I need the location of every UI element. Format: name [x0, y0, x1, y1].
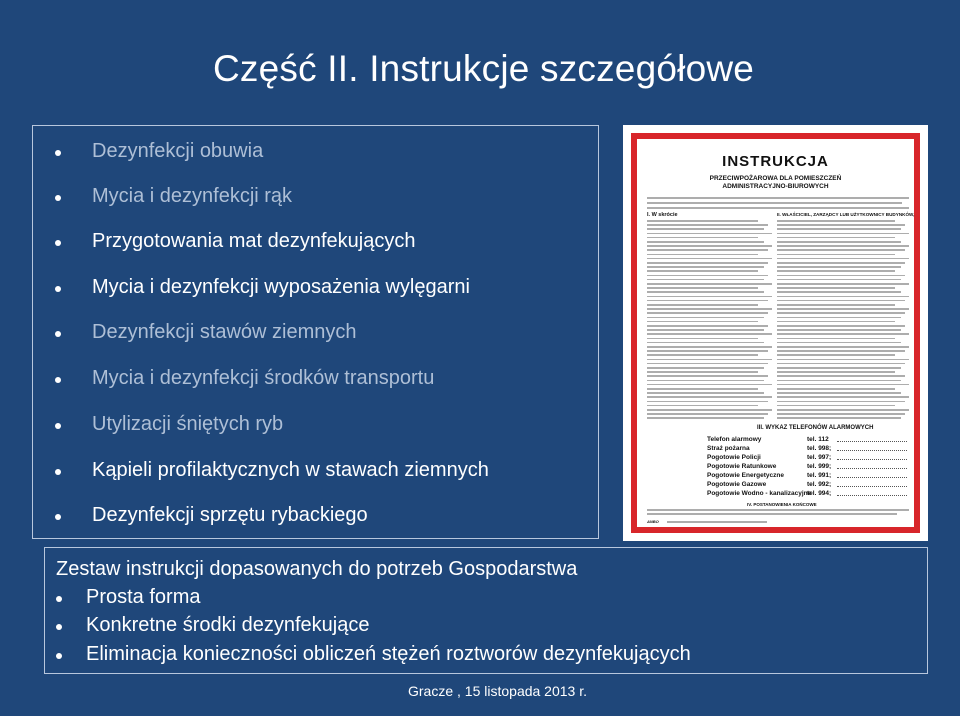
- poster-text-line: [647, 321, 758, 323]
- poster-text-line: [777, 304, 895, 306]
- poster-text-line: [777, 317, 901, 319]
- poster-text-line: [647, 342, 764, 344]
- poster-text-line: [777, 371, 895, 373]
- instruction-poster-image: [623, 125, 928, 541]
- poster-text-line: [647, 304, 758, 306]
- phone-row: Pogotowie Policji tel. 997;: [707, 453, 907, 462]
- poster-text-line: [777, 363, 905, 365]
- poster-text-line: [647, 325, 768, 327]
- poster-text-line: [647, 258, 772, 260]
- phone-row: Telefon alarmowy tel. 112: [707, 435, 907, 444]
- topic-label: Mycia i dezynfekcji wyposażenia wylęgarni: [92, 276, 470, 298]
- poster-text-line: [777, 321, 895, 323]
- poster-text-line: [777, 266, 901, 268]
- poster-subtitle-line: ADMINISTRACYJNO-BIUROWYCH: [722, 183, 829, 190]
- poster-text-line: [647, 262, 768, 264]
- topic-label: Utylizacji śniętych ryb: [92, 413, 284, 435]
- slide-title: Część II. Instrukcje szczegółowe: [213, 48, 755, 89]
- phone-row: Pogotowie Ratunkowe tel. 999;: [707, 462, 907, 471]
- poster-text-line: [777, 241, 901, 243]
- poster-text-line: [777, 254, 895, 256]
- poster-text-line: [647, 283, 772, 285]
- topic-label: Dezynfekcji stawów ziemnych: [92, 321, 357, 343]
- poster-text-line: [777, 233, 909, 235]
- poster-text-line: [647, 413, 768, 415]
- kit-intro: Zestaw instrukcji dopasowanych do potrzeb Gospodarstwa: [56, 558, 578, 580]
- kit-item-label: Konkretne środki dezynfekujące: [86, 614, 370, 636]
- poster-section-heading: IV. POSTANOWIENIA KOŃCOWE: [747, 502, 817, 507]
- poster-text-line: [777, 375, 905, 377]
- poster-text-line: [647, 254, 758, 256]
- poster-text-line: [647, 338, 758, 340]
- poster-text-line: [777, 367, 901, 369]
- poster-text-line: [777, 258, 909, 260]
- topic-label: Kąpieli profilaktycznych w stawach ziemnych: [92, 459, 489, 481]
- poster-text-line: [647, 270, 758, 272]
- poster-text-line: [647, 333, 772, 335]
- poster-text-line: [647, 380, 764, 382]
- poster-text-line: [647, 384, 772, 386]
- poster-text-line: [647, 245, 772, 247]
- poster-text-line: [777, 291, 901, 293]
- poster-text-line: [647, 224, 768, 226]
- poster-text-line: [647, 228, 764, 230]
- poster-text-line: [777, 401, 905, 403]
- poster-brand: ANBO: [647, 519, 659, 524]
- topic-label: Dezynfekcji sprzętu rybackiego: [92, 504, 368, 526]
- bullet: [55, 195, 61, 201]
- kit-item-label: Prosta forma: [86, 586, 201, 608]
- poster-text-line: [647, 308, 772, 310]
- poster-text-line: [777, 249, 905, 251]
- poster-text-line: [777, 384, 909, 386]
- poster-text-line: [647, 409, 772, 411]
- poster-text-line: [647, 388, 758, 390]
- bullet: [56, 653, 62, 659]
- poster-text-line: [777, 350, 905, 352]
- poster-text-line: [647, 392, 764, 394]
- poster-text-line: [777, 380, 901, 382]
- phone-row: Straż pożarna tel. 998;: [707, 444, 907, 453]
- poster-text-line: [777, 417, 901, 419]
- poster-text-line: [777, 308, 909, 310]
- poster-text-line: [647, 317, 764, 319]
- poster-text-line: [777, 405, 895, 407]
- poster-text-line: [777, 338, 895, 340]
- poster-text-line: [647, 275, 768, 277]
- poster-text-line: [777, 296, 909, 298]
- topic-list-box: [32, 125, 599, 539]
- poster-text-line: [647, 417, 764, 419]
- poster-text-line: [777, 396, 909, 398]
- poster-text-line: [647, 350, 768, 352]
- poster-text-line: [777, 354, 895, 356]
- poster-text-line: [647, 266, 764, 268]
- bullet: [55, 240, 61, 246]
- phone-row: Pogotowie Gazowe tel. 992;: [707, 480, 907, 489]
- poster-text-line: [777, 224, 905, 226]
- poster-text-line: [647, 249, 768, 251]
- poster-text-line: [777, 312, 905, 314]
- bullet: [55, 150, 61, 156]
- topic-label: Mycia i dezynfekcji rąk: [92, 185, 293, 207]
- poster-text-line: [647, 287, 758, 289]
- poster-text-line: [647, 367, 764, 369]
- poster-text-line: [777, 262, 905, 264]
- phone-table: [707, 435, 907, 498]
- poster-text-line: [777, 279, 901, 281]
- poster-subtitle-line: PRZECIWPOŻAROWA DLA POMIESZCZEŃ: [709, 175, 842, 182]
- poster-frame: [631, 133, 920, 533]
- poster-text-line: [647, 405, 758, 407]
- poster-text-line: [777, 245, 909, 247]
- poster-text-line: [777, 388, 895, 390]
- bullet: [55, 423, 61, 429]
- topic-label: Dezynfekcji obuwia: [92, 140, 264, 162]
- poster-text-line: [777, 413, 905, 415]
- poster-text-line: [647, 312, 768, 314]
- poster-text-line: [777, 228, 901, 230]
- poster-text-line: [777, 283, 909, 285]
- poster-text-line: [647, 363, 768, 365]
- bullet: [56, 596, 62, 602]
- poster-text-line: [647, 279, 764, 281]
- poster-text-line: [777, 220, 895, 222]
- poster-text-line: [647, 237, 758, 239]
- bullet: [55, 514, 61, 520]
- poster-text-line: [647, 346, 772, 348]
- bullet: [56, 624, 62, 630]
- instruction-kit-box: [44, 547, 928, 674]
- poster-text-line: [777, 346, 909, 348]
- poster-section-heading: III. WYKAZ TELEFONÓW ALARMOWYCH: [757, 425, 874, 431]
- footer-date: Gracze , 15 listopada 2013 r.: [408, 683, 587, 699]
- poster-text-line: [777, 329, 901, 331]
- poster-text-line: [777, 270, 895, 272]
- poster-text-line: [777, 409, 909, 411]
- poster-text-line: [777, 287, 895, 289]
- poster-text-line: [777, 275, 905, 277]
- poster-text-line: [777, 392, 901, 394]
- poster-text-line: [647, 329, 764, 331]
- poster-text-line: [647, 300, 768, 302]
- bullet: [55, 286, 61, 292]
- poster-text-line: [647, 371, 758, 373]
- poster-text-line: [647, 291, 764, 293]
- poster-text-line: [647, 241, 764, 243]
- poster-text-line: [777, 359, 909, 361]
- poster-text-line: [647, 375, 768, 377]
- poster-text-line: [647, 233, 772, 235]
- bullet: [55, 331, 61, 337]
- poster-text-line: [647, 296, 772, 298]
- poster-section-heading: I. W skrócie: [647, 212, 678, 218]
- poster-text-line: [647, 354, 758, 356]
- poster-title: INSTRUKCJA: [722, 153, 829, 170]
- bullet: [55, 469, 61, 475]
- poster-text-line: [647, 396, 772, 398]
- phone-row: Pogotowie Wodno - kanalizacyjne tel. 994;: [707, 489, 907, 498]
- poster-text-line: [777, 342, 901, 344]
- poster-text-line: [647, 401, 768, 403]
- bullet: [55, 377, 61, 383]
- poster-text-line: [777, 300, 905, 302]
- poster-text-line: [777, 237, 895, 239]
- poster-text-line: [777, 333, 909, 335]
- topic-label: Przygotowania mat dezynfekujących: [92, 230, 416, 252]
- phone-row: Pogotowie Energetyczne tel. 991;: [707, 471, 907, 480]
- poster-section-heading: II. WŁAŚCICIEL, ZARZĄDCY LUB UŻYTKOWNICY BUDYNKÓW,: [777, 212, 915, 217]
- topic-label: Mycia i dezynfekcji środków transportu: [92, 367, 435, 389]
- kit-item-label: Eliminacja konieczności obliczeń stężeń roztworów dezynfekujących: [86, 643, 691, 665]
- poster-text-line: [647, 359, 772, 361]
- poster-text-line: [777, 325, 905, 327]
- poster-text-line: [647, 220, 758, 222]
